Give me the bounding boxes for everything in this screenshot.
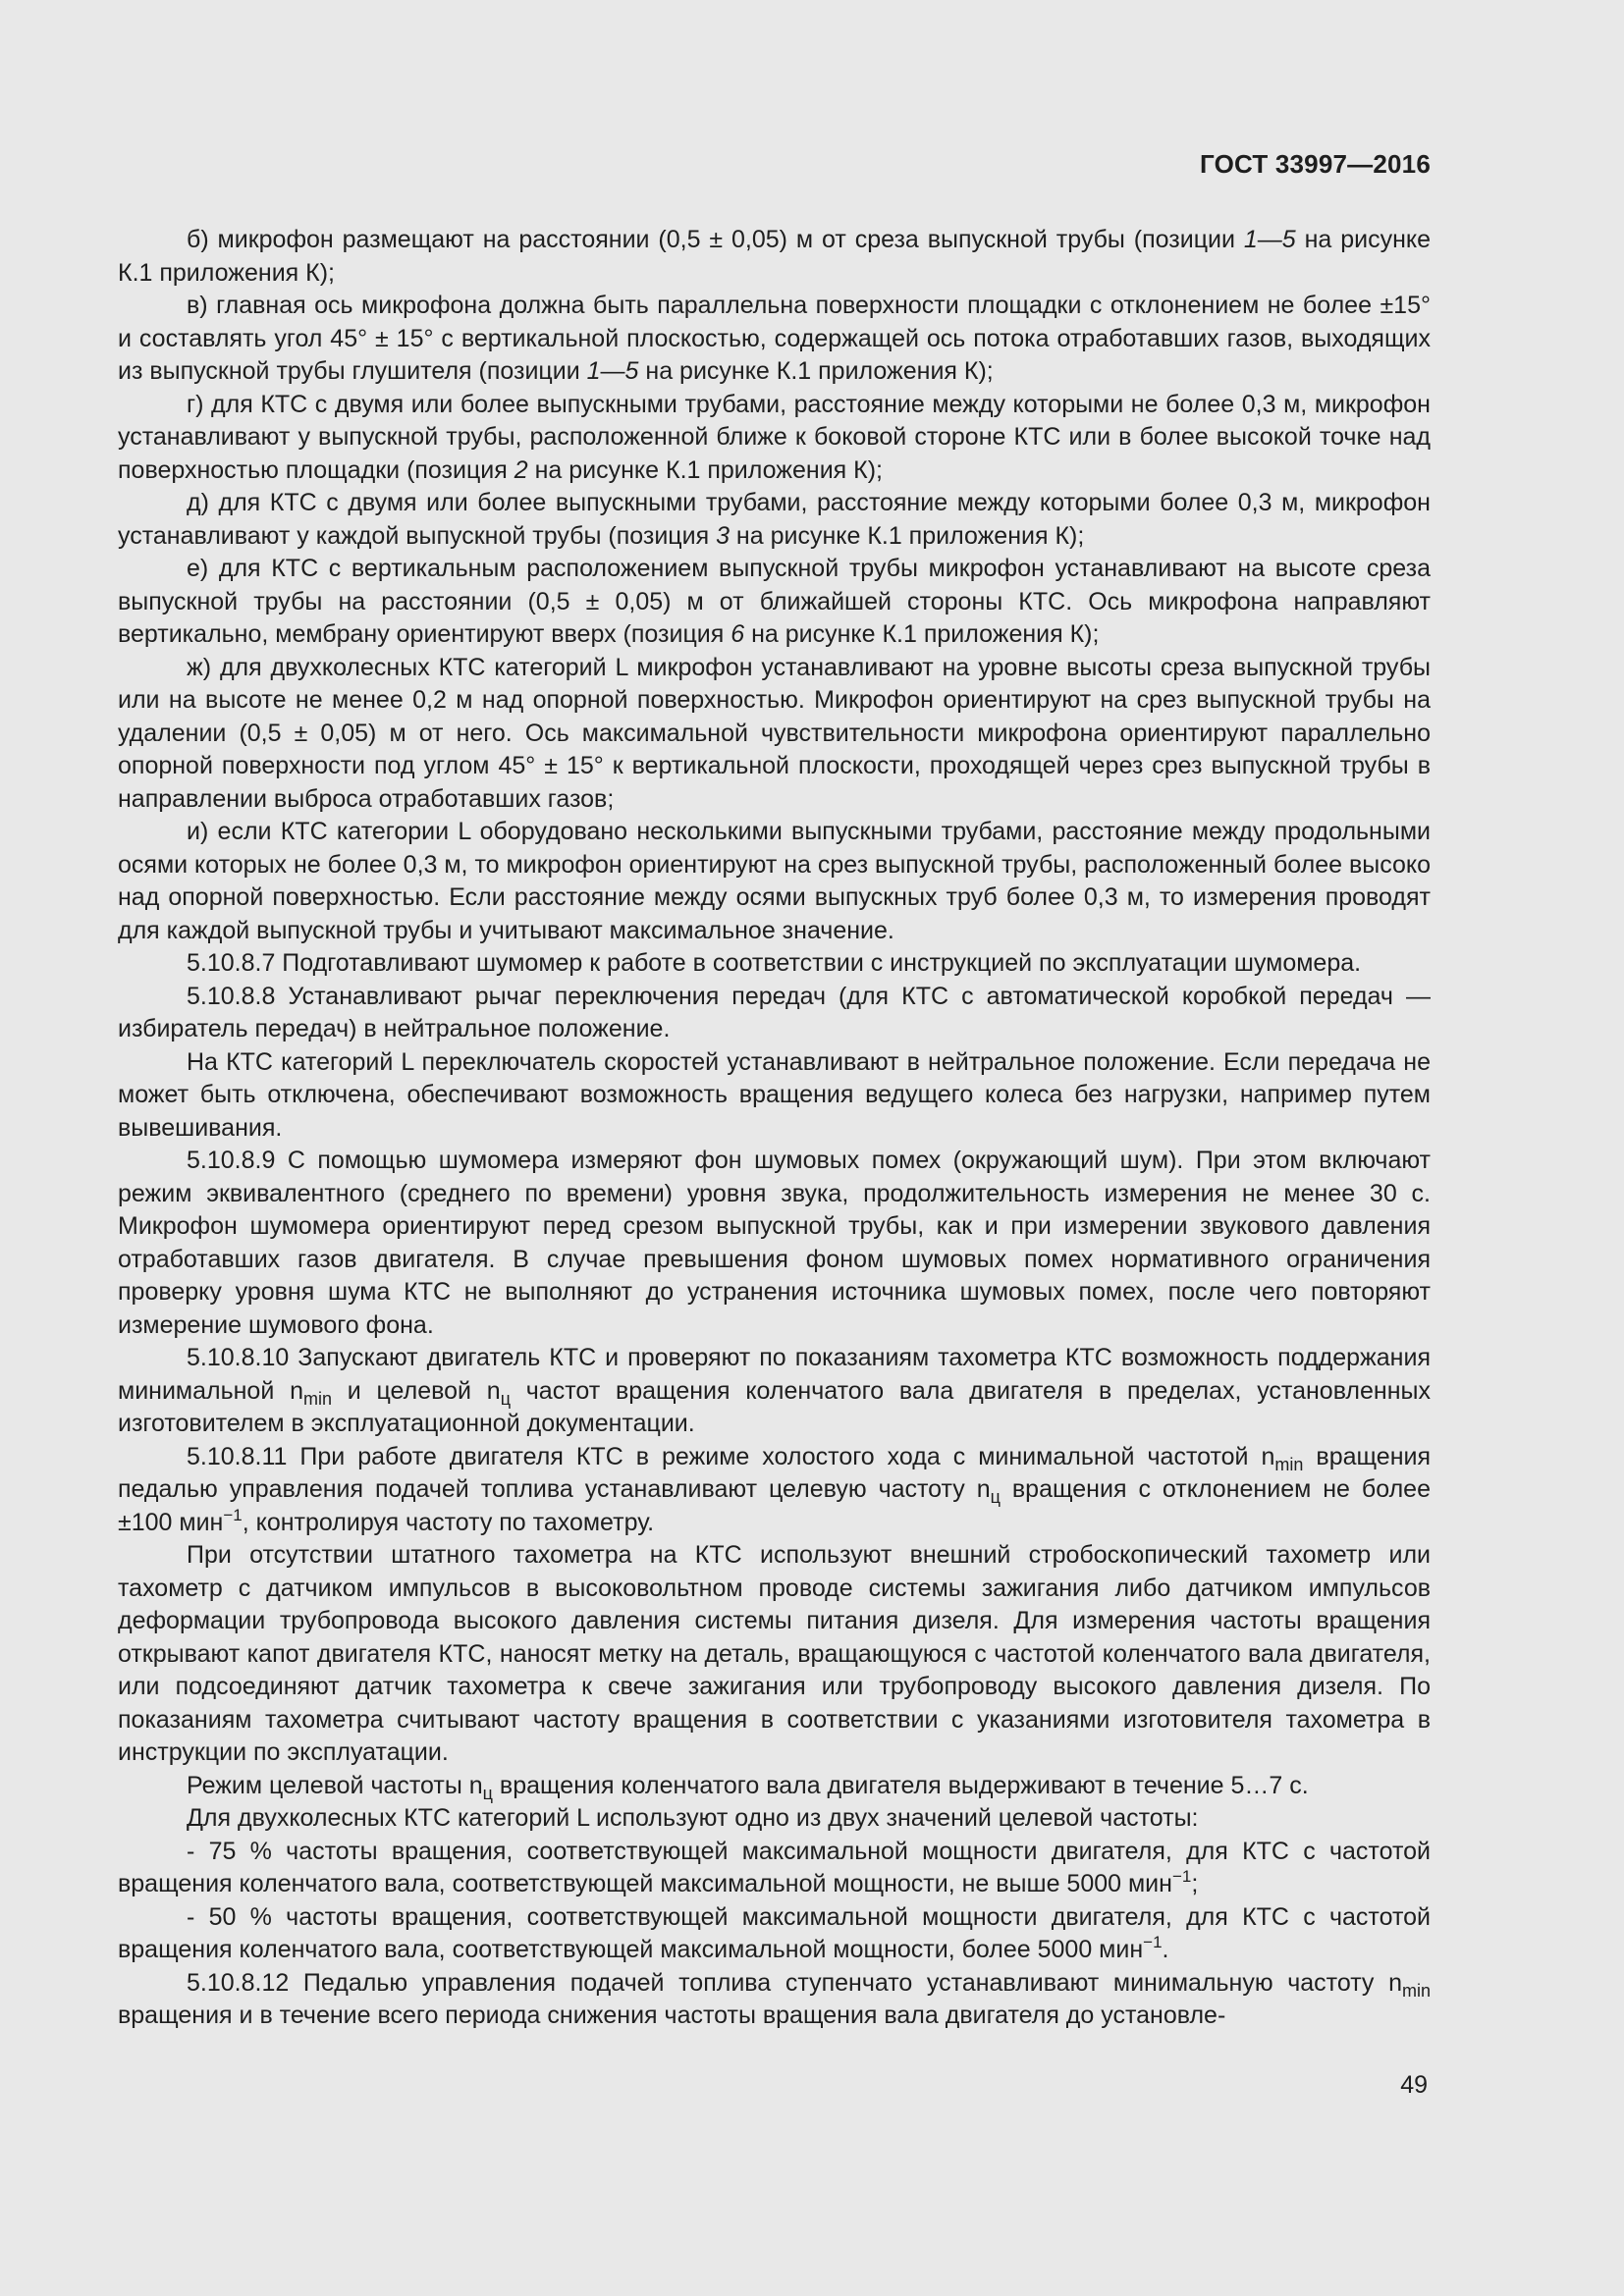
paragraph-category-l-neutral: На КТС категорий L переключатель скоростей устанавливают в нейтральное положение. Если передача не может быть отключена, обеспечивают возможность вращения ведущего колеса без нагрузки, например путем вывешивания. — [118, 1047, 1431, 1142]
clause-5-10-8-7: 5.10.8.7 Подготавливают шумомер к работе в соответствии с инструкцией по эксплуатации шумомера. — [187, 949, 1362, 977]
paragraph-e: е) для КТС с вертикальным расположением выпускной трубы микрофон устанавливают на высоте среза выпускной трубы на расстоянии (0,5 ± 0,05) м от ближайшей стороны КТС. Ось микрофона направляют вертикально, мембрану ориентируют вверх (позиция 6 на рисунке К.1 приложения К); — [118, 555, 1431, 648]
paragraph-d: д) для КТС с двумя или более выпускными трубами, расстояние между которыми более 0,3 м, микрофон устанавливают у каждой выпускной трубы (позиция 3 на рисунке К.1 приложения К); — [118, 489, 1431, 550]
paragraph-two-wheel: Для двухколесных КТС категорий L используют одно из двух значений целевой частоты: — [187, 1804, 1199, 1832]
body-text — [118, 224, 1431, 2033]
clause-5-10-8-11: 5.10.8.11 При работе двигателя КТС в режиме холостого хода с минимальной частотой $n_{min}$ вращения педалью управления подачей топлива устанавливают целевую частоту $n_ц$ вращения с отклонением не более ±100 мин$^{-1}$, контролируя частоту по тахометру. — [118, 1442, 1431, 1536]
clause-5-10-8-12: 5.10.8.12 Педалью управления подачей топлива ступенчато устанавливают минимальную частоту $n_{min}$ вращения и в течение всего периода снижения частоты вращения вала двигателя до установле- — [118, 1968, 1431, 2029]
paragraph-zh: ж) для двухколесных КТС категорий L микрофон устанавливают на уровне высоты среза выпускной трубы или на высоте не менее 0,2 м над опорной поверхностью. Микрофон ориентируют на срез выпускной трубы на удалении (0,5 ± 0,05) м от него. Ось максимальной чувствительности микрофона ориентируют параллельно опорной поверхности под углом 45° ± 15° к вертикальной плоскости, проходящей через срез выпускной трубы в направлении выброса отработавших газов; — [118, 653, 1431, 813]
clause-5-10-8-10: 5.10.8.10 Запускают двигатель КТС и проверяют по показаниям тахометра КТС возможность поддержания минимальной $n_{min}$ и целевой $n_ц$ частот вращения коленчатого вала двигателя в пределах, установленных изготовителем в эксплуатационной документации. — [118, 1344, 1431, 1437]
list-item-50: - 50 % частоты вращения, соответствующей максимальной мощности двигателя, для КТС с частотой вращения коленчатого вала, соответствующей максимальной мощности, более 5000 мин$^{-1}$. — [118, 1902, 1431, 1963]
page-number: 49 — [1400, 2071, 1428, 2099]
paragraph-b: б) микрофон размещают на расстоянии (0,5 ± 0,05) м от среза выпускной трубы (позиции 1—5 на рисунке К.1 приложения К); — [118, 226, 1432, 287]
paragraph-target-mode: Режим целевой частоты $n_ц$ вращения коленчатого вала двигателя выдерживают в течение 5…7 с. — [187, 1771, 1309, 1803]
clause-5-10-8-9: 5.10.8.9 С помощью шумомера измеряют фон шумовых помех (окружающий шум). При этом включают режим эквивалентного (среднего по времени) уровня звука, продолжительность измерения не менее 30 с. Микрофон шумомера ориентируют перед срезом выпускной трубы, как и при измерении звукового давления отработавших газов двигателя. В случае превышения фоном шумовых помех нормативного ограничения проверку уровня шума КТС не выполняют до устранения источника шумовых помех, после чего повторяют измерение шумового фона. — [118, 1147, 1431, 1339]
document-header: ГОСТ 33997—2016 — [1200, 149, 1431, 179]
paragraph-tachometer: При отсутствии штатного тахометра на КТС используют внешний стробоскопический тахометр или тахометр с датчиком импульсов в высоковольтном проводе системы зажигания либо датчиком импульсов деформации трубопровода высокого давления системы питания дизеля. Для измерения частоты вращения открывают капот двигателя КТС, наносят метку на деталь, вращающуюся с частотой коленчатого вала двигателя, или подсоединяют датчик тахометра к свече зажигания или трубопроводу высокого давления дизеля. По показаниям тахометра считывают частоту вращения в соответствии с указаниями изготовителя тахометра в инструкции по эксплуатации. — [118, 1541, 1431, 1766]
clause-5-10-8-8: 5.10.8.8 Устанавливают рычаг переключения передач (для КТС с автоматической коробкой передач — избиратель передач) в нейтральное положение. — [118, 982, 1431, 1042]
paragraph-g: г) для КТС с двумя или более выпускными трубами, расстояние между которыми не более 0,3 м, микрофон устанавливают у выпускной трубы, расположенной ближе к боковой стороне КТС или в более высокой точке над поверхностью площадки (позиция 2 на рисунке К.1 приложения К); — [118, 390, 1431, 484]
list-item-75: - 75 % частоты вращения, соответствующей максимальной мощности двигателя, для КТС с частотой вращения коленчатого вала, соответствующей максимальной мощности, не выше 5000 мин$^{-1}$; — [118, 1837, 1431, 1897]
paragraph-i: и) если КТС категории L оборудовано несколькими выпускными трубами, расстояние между продольными осями которых не более 0,3 м, то микрофон ориентируют на срез выпускной трубы, расположенный более высоко над опорной поверхностью. Если расстояние между осями выпускных труб более 0,3 м, то измерения проводят для каждой выпускной трубы и учитывают максимальное значение. — [118, 818, 1432, 944]
paragraph-v: в) главная ось микрофона должна быть параллельна поверхности площадки с отклонением не более ±15° и составлять угол 45° ± 15° с вертикальной плоскостью, содержащей ось потока отработавших газов, выходящих из выпускной трубы глушителя (позиции 1—5 на рисунке К.1 приложения К); — [118, 292, 1431, 385]
